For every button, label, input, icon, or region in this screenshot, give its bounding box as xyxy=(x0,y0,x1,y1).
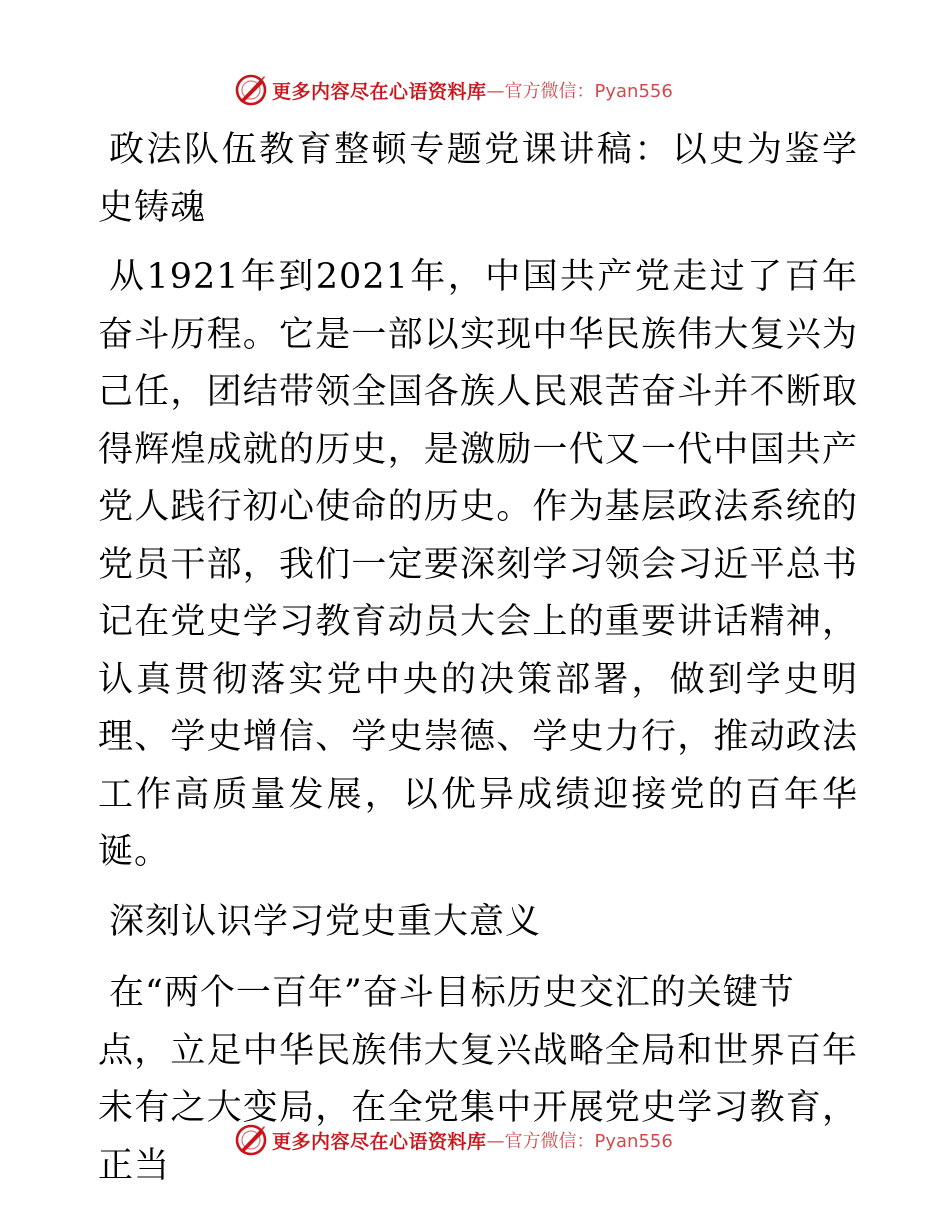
paragraph-2-line-1: 在“两个一百年”奋斗目标历史交汇的关键节 xyxy=(109,973,795,1013)
banner-main-text: 更多内容尽在心语资料库 xyxy=(272,80,487,103)
header-watermark-banner xyxy=(234,72,673,108)
paragraph-1: 从1921年到2021年，中国共产党走过了百年奋斗历程。它是一部以实现中华民族伟大复兴为己任，团结带领全国各族人民艰苦奋斗并不断取得辉煌成就的历史，是激励一代又一代中国共产党人践行初心使命的历史。作为基层政法系统的党员干部，我们一定要深刻学习领会习近平总书记在党史学习教育动员大会上的重要讲话精神，认真贯彻落实党中央的决策部署，做到学史明理、学史增信、学史崇德、学史力行，推动政法工作高质量发展，以优异成绩迎接党的百年华诞。 xyxy=(98,257,858,872)
banner-main-text: 更多内容尽在心语资料库 xyxy=(272,1130,487,1153)
banner-wechat-text: —官方微信：Pyan556 xyxy=(486,1131,673,1152)
banner-wechat-text: —官方微信：Pyan556 xyxy=(486,81,673,102)
document-title: 政法队伍教育整顿专题党课讲稿：以史为鉴学史铸魂 xyxy=(98,130,858,228)
footer-watermark-banner xyxy=(234,1122,673,1158)
red-quill-circle-logo-icon xyxy=(234,73,268,107)
paragraph-2-continued: 点，立足中华民族伟大复兴战略全局和世界百年未有之大变局，在全党集中开展党史学习教育，正当 xyxy=(98,1030,858,1186)
document-body xyxy=(98,122,858,1195)
section-heading-1: 深刻认识学习党史重大意义 xyxy=(109,901,542,942)
red-quill-circle-logo-icon xyxy=(234,1123,268,1157)
